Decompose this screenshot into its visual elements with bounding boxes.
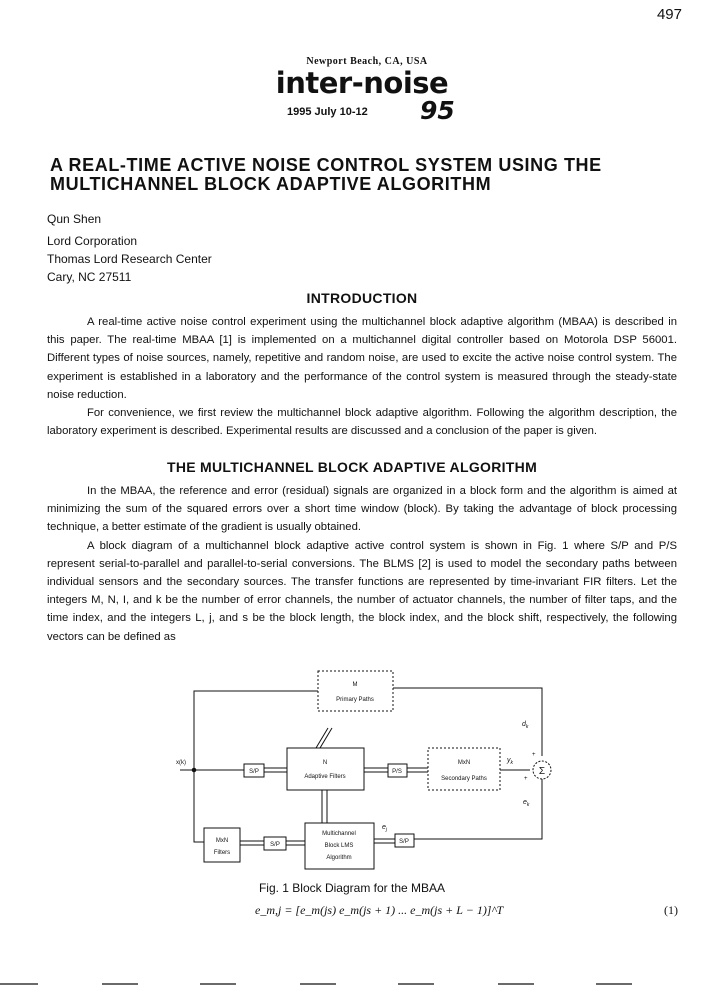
sp-label-left: S/P <box>249 769 259 775</box>
secondary-paths-mxn: MxN <box>457 760 471 766</box>
adaptive-filters-label: Adaptive Filters <box>304 774 346 780</box>
footer-rules <box>0 982 704 986</box>
input-to-filters <box>194 770 204 842</box>
conference-year-mark: 95 <box>420 96 455 125</box>
conference-dates: 1995 July 10-12 <box>287 106 368 118</box>
author-address: Cary, NC 27511 <box>47 270 132 284</box>
plus-sign-top: + <box>532 752 536 758</box>
error-feedback-line <box>414 779 542 839</box>
title-line-1: A REAL-TIME ACTIVE NOISE CONTROL SYSTEM USING THE <box>50 155 602 175</box>
mxn-filters-box <box>204 828 240 862</box>
author-name: Qun Shen <box>47 212 102 226</box>
sp-label-right: S/P <box>399 839 409 845</box>
author-affiliation-1: Lord Corporation <box>47 234 138 248</box>
block-lms-line-3: Algorithm <box>326 855 352 861</box>
mbaa-paragraph-2: A block diagram of a multichannel block adaptive active control system is shown in Fig. 1 where S/P and P/S represent serial-to-parallel and parallel-to-serial conversions. The BLMS [2] is used to model the secondary paths between individual sensors and the secondary sources. The transfer functions are represented by time-invariant FIR filters. Let the integers M, N, I, and k be the number of error channels, the number of actuator channels, the number of filter taps, and the time index, and the integers L, j, and s be the block length, the block index, and the block shift, respectively, the following vectors can be defined as <box>47 539 677 643</box>
y-symbol: $y_k$ <box>507 757 513 766</box>
adaptive-filters-box <box>287 748 364 790</box>
ps-label: P/S <box>392 769 402 775</box>
plus-sign-left: + <box>524 776 528 782</box>
e-symbol: $e_k$ <box>523 799 530 808</box>
intro-paragraph-2: For convenience, we first review the multichannel block adaptive algorithm. Following the algorithm description, the laboratory experiment is described. Experimental results are discussed and a conclusion of the paper is given. <box>47 407 677 438</box>
mbaa-paragraph-1: In the MBAA, the reference and error (residual) signals are organized in a block form and the algorithm is aimed at minimizing the sum of the squared errors over a short time window (block). By taking the advantage of block processing technique, a better estimate of the gradient is usually obtained. <box>47 485 677 534</box>
secondary-paths-label: Secondary Paths <box>441 776 487 782</box>
block-lms-line-2: Block LMS <box>324 843 354 849</box>
mbaa-body <box>47 482 677 646</box>
secondary-paths-box <box>428 748 500 790</box>
sum-symbol: Σ <box>538 766 546 777</box>
page-number: 497 <box>656 6 682 23</box>
block-lms-line-1: Multichannel <box>322 831 356 837</box>
equation-number: (1) <box>664 903 678 917</box>
primary-paths-box <box>318 671 393 711</box>
mxn-filters-top: MxN <box>215 838 229 844</box>
sp-label-middle: S/P <box>270 842 280 848</box>
primary-to-sum <box>393 688 542 756</box>
mxn-filters-bottom: Filters <box>213 850 231 856</box>
figure-caption: Fig. 1 Block Diagram for the MBAA <box>258 881 446 895</box>
heading-mbaa: THE MULTICHANNEL BLOCK ADAPTIVE ALGORITHM <box>166 459 538 475</box>
adaptive-filters-n: N <box>322 760 328 766</box>
input-label: x(k) <box>176 760 186 766</box>
paper-title <box>50 156 670 194</box>
intro-body <box>47 313 677 440</box>
input-to-primary <box>194 691 318 770</box>
primary-paths-m: M <box>352 682 358 688</box>
author-affiliation-2: Thomas Lord Research Center <box>47 252 212 266</box>
heading-introduction: INTRODUCTION <box>306 290 418 306</box>
title-line-2: MULTICHANNEL BLOCK ADAPTIVE ALGORITHM <box>50 174 492 194</box>
equation-1 <box>255 903 503 918</box>
primary-paths-label: Primary Paths <box>336 697 374 703</box>
block-diagram <box>176 664 580 876</box>
equation-text: e_m,j = [e_m(js) e_m(js + 1) ... e_m(js + L − 1)]^T <box>255 903 504 917</box>
ej-symbol: $e_j$ <box>382 824 388 833</box>
d-symbol: $d_k$ <box>522 721 529 730</box>
conference-location: Newport Beach, CA, USA <box>306 56 428 67</box>
conference-logo: inter-noise <box>275 66 449 100</box>
intro-paragraph-1: A real-time active noise control experiment using the multichannel block adaptive algorithm (MBAA) is described in this paper. The real-time MBAA [1] is implemented on a multichannel digital controller based on Motorola DSP 56001. Different types of noise sources, namely, repetitive and random noise, are used to excite the active noise control system. The experiment is established in a laboratory and the performance of the control system is measured through the steady-state noise reduction. <box>47 316 677 401</box>
